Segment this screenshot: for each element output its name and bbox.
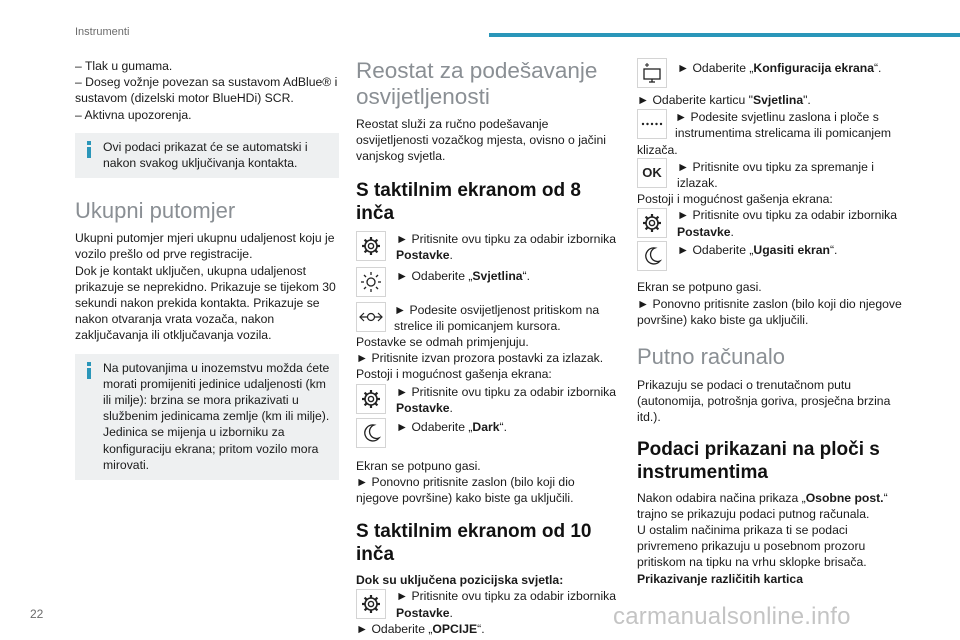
- text-line: U ostalim načinima prikaza ti se podaci privremeno prikazuju u posebnom prozoru pritiskom na tipku na vrhu sklopke brisača.: [637, 523, 867, 570]
- slider-arrows-icon[interactable]: [356, 302, 386, 332]
- screen-config-icon[interactable]: [637, 58, 667, 88]
- settings-icon[interactable]: [356, 384, 386, 414]
- section-title-trip-computer: Putno računalo: [637, 344, 785, 370]
- step-text: ► Odaberite „Konfiguracija ekrana“.: [677, 61, 882, 75]
- step-settings: [356, 384, 620, 418]
- step-settings: [356, 231, 620, 267]
- section-title-dimmer: Reostat za podešavanje osvijetljenosti: [356, 58, 598, 109]
- text-line: Nakon odabira načina prikaza „Osobne post.“ trajno se prikazuju podaci putnog računala.: [637, 490, 888, 521]
- dots-menu-icon[interactable]: [637, 109, 667, 139]
- step-text: ► Podesite osvijetljenost pritiskom na strelice ili pomicanjem kursora.: [394, 302, 600, 333]
- moon-icon[interactable]: [356, 418, 386, 448]
- list-item: – Aktivna upozorenja.: [75, 107, 192, 122]
- list-item: – Doseg vožnje povezan sa sustavom AdBlue® i sustavom (dizelski motor BlueHDi) SCR.: [75, 75, 338, 106]
- step-screen-config: [637, 58, 905, 92]
- header-section-label: Instrumenti: [75, 26, 130, 38]
- text-line: Ekran se potpuno gasi.: [637, 280, 762, 295]
- info-note: [75, 354, 339, 480]
- settings-icon[interactable]: [637, 208, 667, 238]
- page-number: 22: [30, 607, 44, 621]
- step-text: ► Pritisnite ovu tipku za odabir izbornika Postavke.: [396, 589, 617, 620]
- subheading-10-inch: S taktilnim ekranom od 10 inča: [356, 521, 592, 566]
- ok-button-icon[interactable]: OK: [637, 158, 667, 188]
- column-3: [637, 58, 905, 587]
- text-line: Postavke se odmah primjenjuju.: [356, 335, 529, 350]
- info-note: [75, 133, 339, 178]
- step-ok: [637, 158, 905, 191]
- info-icon: [84, 362, 94, 379]
- step-text: ► Odaberite „Svjetlina“.: [396, 268, 530, 283]
- moon-icon[interactable]: [637, 241, 667, 271]
- watermark: carmanualsonline.info: [613, 603, 851, 630]
- step-brightness: [356, 267, 620, 301]
- text-line: Postoji i mogućnost gašenja ekrana:: [356, 367, 552, 382]
- text-line: Dok su uključena pozicijska svjetla:: [356, 573, 564, 588]
- trip-intro: Prikazuju se podaci o trenutačnom putu (autonomija, potrošnja goriva, prosječna brzina itd.).: [637, 378, 891, 425]
- step-text: ► Pritisnite ovu tipku za odabir izbornika Postavke.: [677, 208, 898, 239]
- text-line: ► Ponovno pritisnite zaslon (bilo koji dio njegove površine) kako biste ga uključili.: [637, 296, 902, 327]
- info-note-text: Na putovanjima u inozemstvu možda ćete morati promijeniti jedinice udaljenosti (km ili milje): brzina se mora prikazivati u službenim jedinicama zemlje (km ili milje). Jedinica se mijenja u izborniku za konfiguraciju ekrana; pritom vozilo mora mirovati.: [103, 360, 330, 472]
- brightness-icon[interactable]: [356, 267, 386, 297]
- step-settings: [637, 207, 905, 241]
- step-text: ► Pritisnite ovu tipku za odabir izbornika Postavke.: [396, 231, 617, 262]
- header-accent-bar: [489, 33, 960, 37]
- list-item: – Tlak u gumama.: [75, 59, 173, 73]
- subheading-8-inch: S taktilnim ekranom od 8 inča: [356, 179, 581, 224]
- section-title-odometer: Ukupni putomjer: [75, 198, 236, 224]
- step-screen-off: [637, 241, 905, 277]
- text-line: ► Ponovno pritisnite zaslon (bilo koji dio njegove površine) kako biste ga uključili.: [356, 474, 575, 506]
- dimmer-intro: Reostat služi za ručno podešavanje osvijetljenosti vozačkog mjesta, ovisno o jačini vanjskog svjetla.: [356, 117, 606, 164]
- step-text: ► Odaberite „Ugasiti ekran“.: [677, 243, 838, 258]
- odometer-body: Ukupni putomjer mjeri ukupnu udaljenost koju je vozilo prešlo od prve registracije. Dok je kontakt uključen, ukupna udaljenost prikazuje se neprekidno. Prikazuje se tijekom 30 sekundi nakon prekida kontakta. Prikazuje se nakon otvaranja vrata vozača, nakon zaključavanja ili otključavanja vozila.: [75, 231, 336, 343]
- text-line: ► Odaberite „OPCIJE“.: [356, 621, 485, 636]
- step-text: ► Odaberite „Dark“.: [396, 419, 507, 434]
- step-adjust: [637, 108, 905, 158]
- column-2: [356, 58, 620, 637]
- column-1: [75, 58, 339, 480]
- settings-icon[interactable]: [356, 589, 386, 619]
- step-text: ► Pritisnite ovu tipku za spremanje i izlazak.: [677, 159, 874, 191]
- subheading-instrument-panel: Podaci prikazani na ploči s instrumentima: [637, 438, 880, 483]
- step-settings: [356, 588, 620, 620]
- text-line: Prikazivanje različitih kartica: [637, 571, 803, 586]
- settings-icon[interactable]: [356, 231, 386, 261]
- step-text: ► Podesite svjetlinu zaslona i ploče s instrumentima strelicama ili pomicanjem klizača.: [637, 110, 892, 157]
- step-dark: [356, 418, 620, 454]
- info-note-text: Ovi podaci prikazat će se automatski i nakon svakog uključivanja kontakta.: [103, 139, 308, 171]
- text-line: Ekran se potpuno gasi.: [356, 458, 481, 473]
- info-icon: [84, 141, 94, 158]
- step-text: ► Pritisnite ovu tipku za odabir izbornika Postavke.: [396, 384, 617, 415]
- text-line: Postoji i mogućnost gašenja ekrana:: [637, 192, 833, 207]
- text-line: ► Odaberite karticu "Svjetlina".: [637, 93, 811, 107]
- step-adjust: [356, 301, 620, 334]
- text-line: ► Pritisnite izvan prozora postavki za izlazak.: [356, 351, 604, 366]
